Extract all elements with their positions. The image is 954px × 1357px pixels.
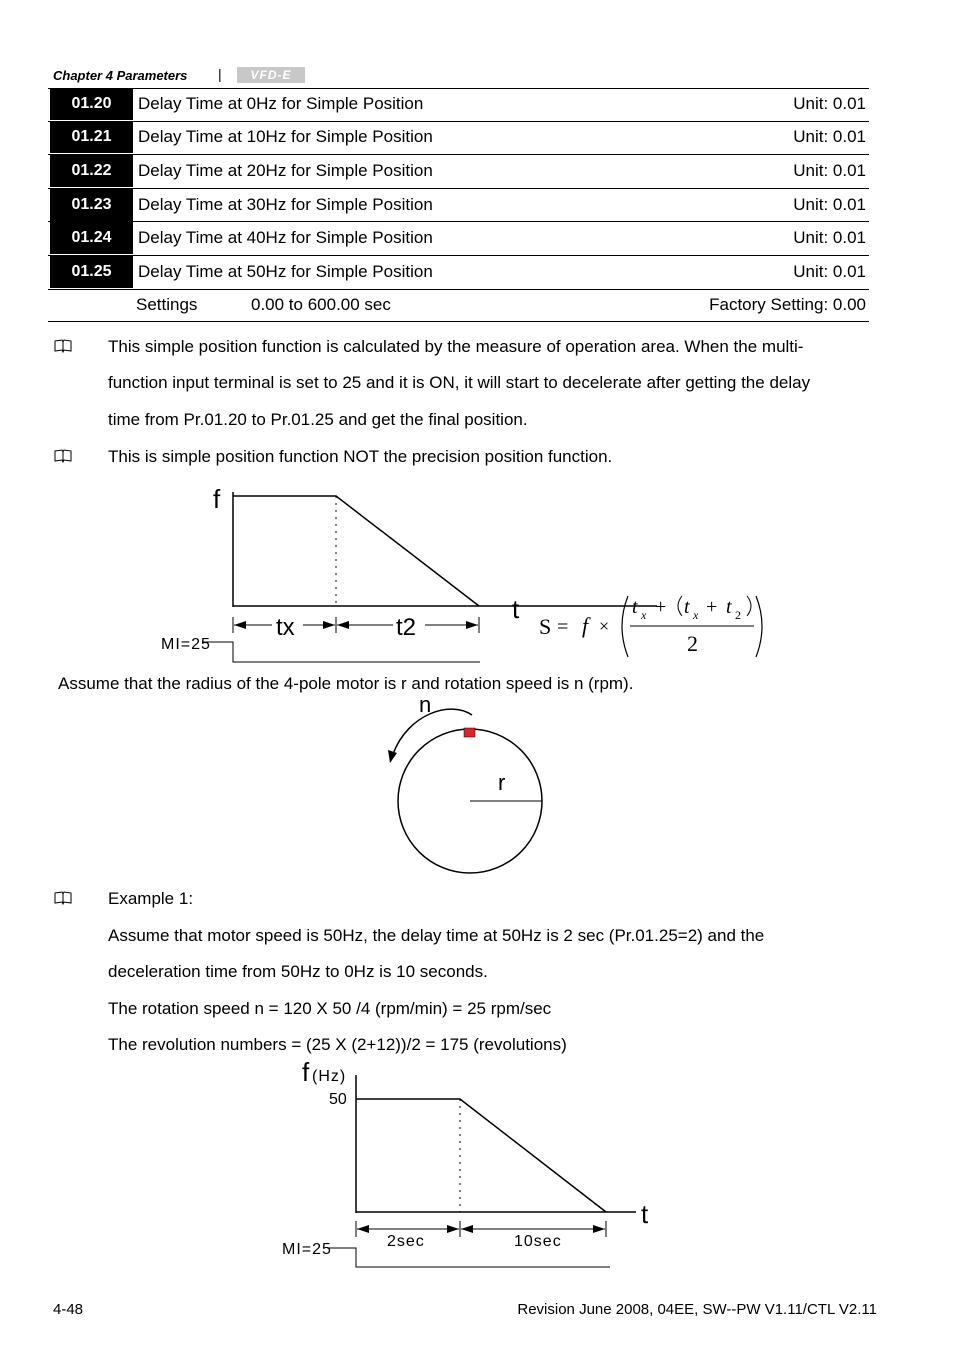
formula-times: ×: [599, 616, 610, 636]
example-line: Assume that motor speed is 50Hz, the delay time at 50Hz is 2 sec (Pr.01.25=2) and the: [108, 926, 765, 945]
page-number: 4-48: [53, 1301, 84, 1318]
simple-position-diagram: [150, 470, 790, 670]
chapter-title: Chapter 4 Parameters: [53, 68, 188, 83]
param-name: Delay Time at 50Hz for Simple Position: [138, 262, 433, 281]
f-axis-label: f: [213, 484, 221, 514]
param-unit: Unit: 0.01: [793, 94, 866, 113]
param-name: Delay Time at 0Hz for Simple Position: [138, 94, 424, 113]
note-line: function input terminal is set to 25 and it is ON, it will start to decelerate after getting the delay: [108, 373, 811, 392]
book-icon: [53, 448, 73, 464]
mi-signal-label: MI=25: [282, 1241, 332, 1258]
formula-tx-term: t: [684, 596, 690, 618]
param-id: 01.22: [50, 155, 133, 187]
formula-s: S: [539, 614, 552, 639]
assume-text: Assume that the radius of the 4-pole motor is r and rotation speed is n (rpm).: [58, 674, 634, 693]
formula-equals: =: [557, 616, 569, 638]
param-id: 01.20: [50, 88, 133, 120]
formula-tx-term: t: [632, 596, 638, 618]
table-bottom-rule: [48, 321, 869, 322]
formula-f: f: [582, 613, 589, 638]
param-id: 01.24: [50, 222, 133, 254]
settings-range: 0.00 to 600.00 sec: [251, 295, 391, 314]
param-name: Delay Time at 40Hz for Simple Position: [138, 228, 433, 247]
factory-setting: Factory Setting: 0.00: [709, 295, 866, 314]
param-unit: Unit: 0.01: [793, 262, 866, 281]
r-label: r: [498, 770, 506, 795]
f-axis-unit: (Hz): [312, 1068, 347, 1085]
book-icon: [53, 338, 73, 354]
example-line: The revolution numbers = (25 X (2+12))/2 = 175 (revolutions): [108, 1035, 567, 1054]
header-separator: |: [218, 66, 222, 82]
param-id: 01.23: [50, 189, 133, 221]
formula-denominator: 2: [687, 631, 698, 656]
t-axis-label: t: [641, 1199, 649, 1229]
param-name: Delay Time at 30Hz for Simple Position: [138, 195, 433, 214]
n-label: n: [419, 692, 432, 717]
formula-sub-2: 2: [735, 608, 741, 622]
example-title: Example 1:: [108, 889, 194, 908]
f-axis-label: f: [302, 1057, 310, 1087]
note-line: time from Pr.01.20 to Pr.01.25 and get the final position.: [108, 410, 528, 429]
param-unit: Unit: 0.01: [793, 195, 866, 214]
param-id: 01.21: [50, 121, 133, 153]
formula-t2-term: t: [726, 596, 732, 618]
t2-label: t2: [396, 614, 417, 641]
note-line: This is simple position function NOT the precision position function.: [108, 447, 613, 466]
example-line: deceleration time from 50Hz to 0Hz is 10 seconds.: [108, 962, 488, 981]
t-axis-label: t: [512, 594, 520, 624]
param-id: 01.25: [50, 256, 133, 288]
settings-label: Settings: [136, 295, 198, 314]
example-line: The rotation speed n = 120 X 50 /4 (rpm/min) = 25 rpm/sec: [108, 999, 552, 1018]
row-divider: [48, 289, 869, 290]
formula-sub-x: x: [693, 608, 699, 622]
param-unit: Unit: 0.01: [793, 127, 866, 146]
note-line: This simple position function is calculated by the measure of operation area. When the multi-: [108, 337, 804, 356]
mi-signal-label: MI=25: [161, 636, 211, 653]
delay-2sec-label: 2sec: [387, 1233, 425, 1250]
book-icon: [53, 890, 73, 906]
marker-square: [464, 728, 475, 737]
revision-info: Revision June 2008, 04EE, SW--PW V1.11/CTL V2.11: [517, 1301, 877, 1318]
param-unit: Unit: 0.01: [793, 228, 866, 247]
vfd-e-logo: VFD-E: [237, 67, 305, 83]
formula-plus: +: [655, 596, 667, 618]
tx-label: tx: [276, 614, 295, 641]
param-name: Delay Time at 10Hz for Simple Position: [138, 127, 433, 146]
value-50-label: 50: [329, 1091, 347, 1108]
example-timing-diagram: [270, 1055, 670, 1275]
decel-10sec-label: 10sec: [514, 1233, 562, 1250]
param-name: Delay Time at 20Hz for Simple Position: [138, 161, 433, 180]
param-unit: Unit: 0.01: [793, 161, 866, 180]
formula-plus: +: [706, 596, 718, 618]
motor-rotation-diagram: [380, 690, 560, 880]
formula-sub-x: x: [641, 608, 647, 622]
